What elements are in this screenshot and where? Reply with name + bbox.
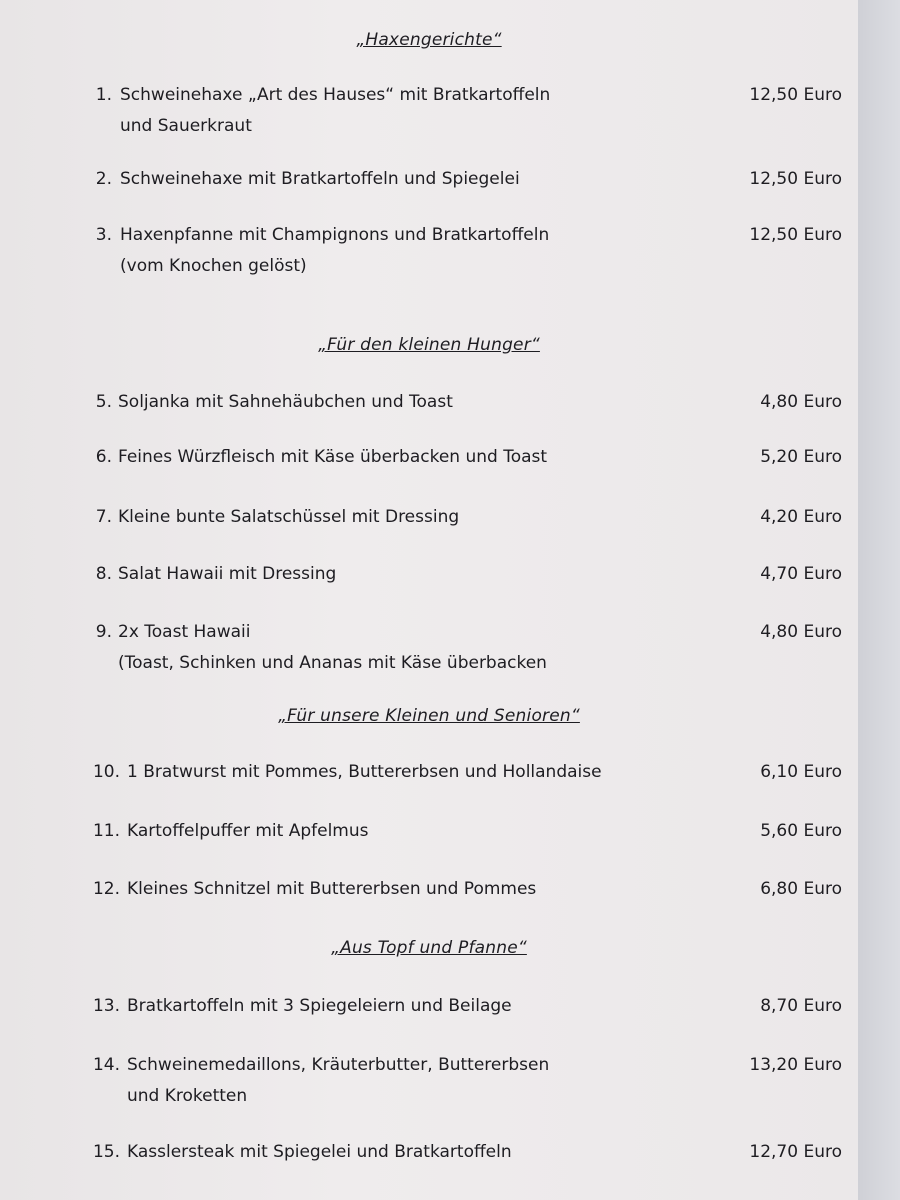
- item-name: 1 Bratwurst mit Pommes, Buttererbsen und Hollandaise: [127, 762, 602, 782]
- section-title-haxengerichte: „Haxengerichte“: [356, 30, 502, 50]
- item-number: 14.: [92, 1055, 120, 1075]
- item-price: 12,50 Euro: [749, 85, 842, 105]
- item-number: 3.: [95, 225, 112, 245]
- item-name: Schweinehaxe mit Bratkartoffeln und Spiegelei: [120, 169, 520, 189]
- item-name: Kleines Schnitzel mit Buttererbsen und Pommes: [127, 879, 537, 899]
- item-name: Feines Würzfleisch mit Käse überbacken und Toast: [118, 447, 548, 467]
- item-number: 13.: [92, 996, 120, 1016]
- item-price: 12,50 Euro: [749, 169, 842, 189]
- item-name: Kartoffelpuffer mit Apfelmus: [127, 821, 369, 841]
- item-price: 13,20 Euro: [749, 1055, 842, 1075]
- item-price: 5,20 Euro: [760, 447, 842, 467]
- item-number: 5.: [95, 392, 112, 412]
- item-name: Bratkartoffeln mit 3 Spiegeleiern und Beilage: [127, 996, 512, 1016]
- item-price: 4,70 Euro: [760, 564, 842, 584]
- item-name-continued: (vom Knochen gelöst): [120, 256, 307, 276]
- item-number: 7.: [95, 507, 112, 527]
- item-name: Kasslersteak mit Spiegelei und Bratkartoffeln: [127, 1142, 512, 1162]
- item-price: 4,80 Euro: [760, 622, 842, 642]
- item-number: 9.: [95, 622, 112, 642]
- page-edge: [858, 0, 900, 1200]
- item-number: 6.: [95, 447, 112, 467]
- item-name: Salat Hawaii mit Dressing: [118, 564, 337, 584]
- item-name-continued: und Kroketten: [127, 1086, 248, 1106]
- item-name-continued: (Toast, Schinken und Ananas mit Käse überbacken: [118, 653, 547, 673]
- item-price: 5,60 Euro: [760, 821, 842, 841]
- item-number: 15.: [92, 1142, 120, 1162]
- item-number: 12.: [92, 879, 120, 899]
- item-price: 4,20 Euro: [760, 507, 842, 527]
- item-name: Kleine bunte Salatschüssel mit Dressing: [118, 507, 460, 527]
- item-number: 2.: [95, 169, 112, 189]
- item-name: Soljanka mit Sahnehäubchen und Toast: [118, 392, 453, 412]
- item-number: 1.: [95, 85, 112, 105]
- item-name: 2x Toast Hawaii: [118, 622, 251, 642]
- item-name: Schweinemedaillons, Kräuterbutter, Buttererbsen: [127, 1055, 550, 1075]
- item-price: 6,10 Euro: [760, 762, 842, 782]
- item-name: Haxenpfanne mit Champignons und Bratkartoffeln: [120, 225, 550, 245]
- item-price: 6,80 Euro: [760, 879, 842, 899]
- item-name: Schweinehaxe „Art des Hauses“ mit Bratkartoffeln: [120, 85, 551, 105]
- section-title-kleinen-senioren: „Für unsere Kleinen und Senioren“: [278, 706, 580, 726]
- item-number: 11.: [92, 821, 120, 841]
- item-price: 8,70 Euro: [760, 996, 842, 1016]
- item-price: 12,50 Euro: [749, 225, 842, 245]
- section-title-kleiner-hunger: „Für den kleinen Hunger“: [318, 335, 540, 355]
- item-price: 12,70 Euro: [749, 1142, 842, 1162]
- section-title-topf-pfanne: „Aus Topf und Pfanne“: [331, 938, 527, 958]
- item-name-continued: und Sauerkraut: [120, 116, 252, 136]
- item-price: 4,80 Euro: [760, 392, 842, 412]
- item-number: 8.: [95, 564, 112, 584]
- item-number: 10.: [92, 762, 120, 782]
